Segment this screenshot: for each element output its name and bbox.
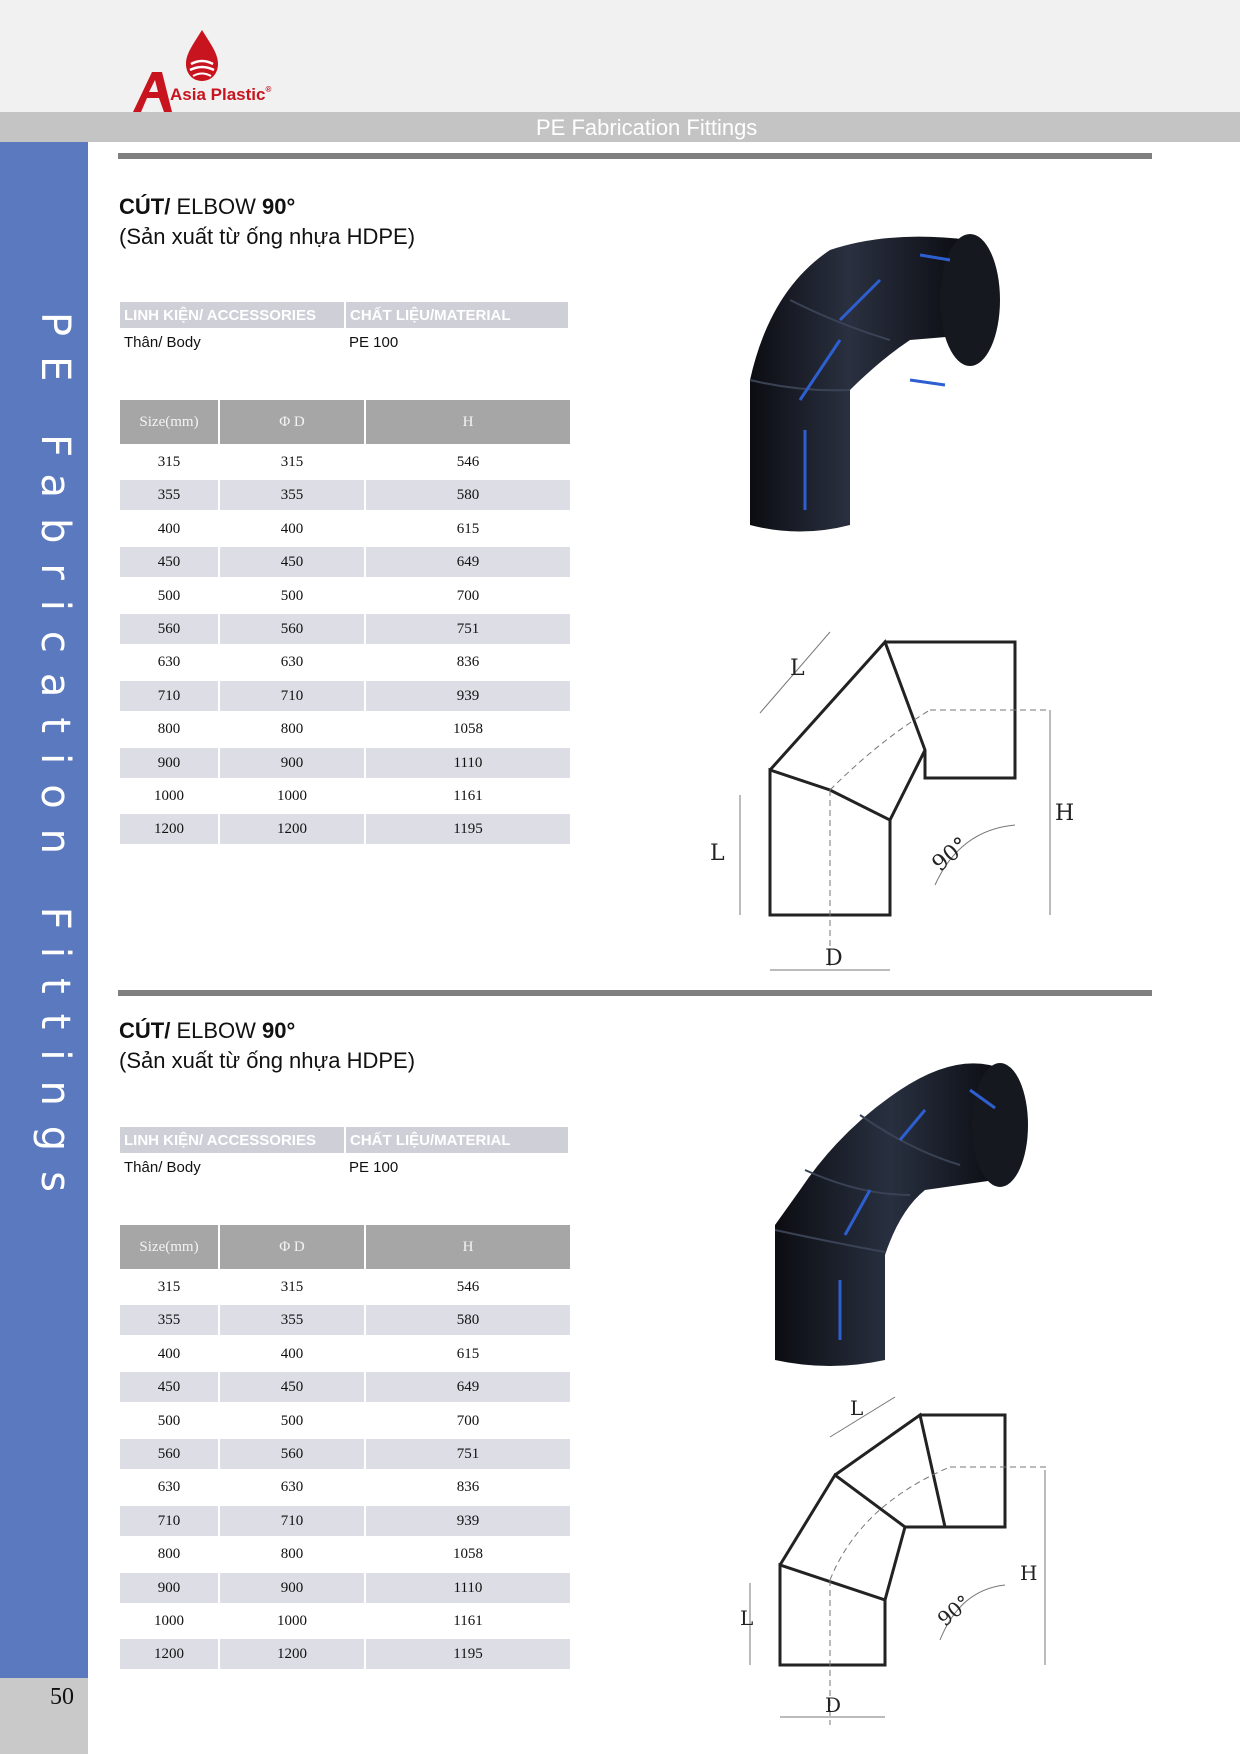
table-cell: 315 [157,454,181,470]
table-header-cell: H [366,1225,570,1269]
accessory-part: Thân/ Body [124,1159,201,1176]
table-row [120,581,570,611]
table-cell: 1000 [277,1613,307,1629]
table-row [120,1539,570,1569]
table-cell: 400 [157,1345,181,1362]
table-cell: 355 [220,480,364,510]
table-cell: 315 [157,1279,181,1295]
table-row [120,681,570,711]
diagram-label-d: D [825,946,843,971]
table-cell: 1195 [366,1639,570,1669]
table-cell: 649 [366,1372,570,1402]
table-cell: 1200 [220,1639,364,1669]
table-cell: 1000 [154,788,184,804]
diagram-label-l: L [740,1606,754,1630]
table-cell: 939 [366,681,570,711]
table-cell: 450 [220,547,364,577]
diagram-label-h: H [1055,801,1075,826]
table-cell: 710 [120,681,218,711]
table-cell: 1110 [366,748,570,778]
diagram-label-l: L [710,841,725,866]
elbow-photo [730,220,1050,550]
table-row [120,1506,570,1536]
table-cell: 630 [157,1479,181,1496]
table-cell: 630 [280,1479,304,1496]
diagram-label-h: H [1020,1561,1038,1585]
diagram-label-angle: 90° [927,832,974,877]
table-row [120,1372,570,1402]
table-cell: 560 [220,614,364,644]
table-cell: 710 [220,681,364,711]
table-row [120,447,570,477]
table-cell: 1161 [453,788,483,804]
elbow-photo [760,1020,1070,1370]
table-cell: 1000 [277,788,307,804]
diagram-label-l-top: L [850,1396,864,1420]
table-cell: 1200 [220,814,364,844]
table-cell: 939 [366,1506,570,1536]
table-row [120,547,570,577]
header-title: PE Fabrication Fittings [536,115,758,140]
table-header-cell: Size(mm) [120,400,218,444]
elbow-diagram [700,1375,1100,1735]
table-cell: 355 [220,1305,364,1335]
table-row [120,1573,570,1603]
table-cell: 751 [366,1439,570,1469]
accessory-material: PE 100 [349,1159,399,1176]
table-cell: 800 [157,1546,181,1563]
table-cell: 580 [366,1305,570,1335]
table-row [120,614,570,644]
brand-name: Asia Plastic® [170,85,272,104]
table-cell: 1058 [453,1546,483,1563]
table-cell: 1200 [120,814,218,844]
section-title: CÚT/ ELBOW 90° [119,194,296,219]
table-cell: 400 [280,520,304,537]
table-cell: 450 [120,1372,218,1402]
table-cell: 630 [157,654,181,671]
table-cell: 836 [456,1479,480,1496]
table-row [120,1472,570,1502]
table-cell: 700 [456,587,480,604]
table-cell: 800 [157,721,181,738]
size-table [120,400,570,844]
diagram-label-l-top: L [790,656,805,681]
table-row [120,814,570,844]
table-cell: 315 [280,454,304,470]
table-row [120,714,570,744]
table-row [120,514,570,544]
table-cell: 500 [280,587,304,604]
size-table [120,1225,570,1669]
table-row [120,1439,570,1469]
accessories-header: LINH KIỆN/ ACCESSORIES [120,302,344,328]
table-cell: 900 [220,748,364,778]
table-cell: 800 [280,1546,304,1563]
accessory-part: Thân/ Body [124,334,201,351]
table-cell: 450 [120,547,218,577]
brand-logo [130,28,320,112]
accessories-header: LINH KIỆN/ ACCESSORIES [120,1127,344,1153]
table-cell: 710 [220,1506,364,1536]
table-cell: 355 [120,480,218,510]
table-cell: 450 [220,1372,364,1402]
table-cell: 1000 [154,1613,184,1629]
table-cell: 580 [366,480,570,510]
elbow-diagram [690,620,1090,980]
table-row [120,781,570,811]
table-cell: 546 [456,1279,480,1295]
section-subtitle: (Sản xuất từ ống nhựa HDPE) [119,224,416,249]
section-title: CÚT/ ELBOW 90° [119,1018,296,1043]
table-row [120,1339,570,1369]
table-cell: 1195 [366,814,570,844]
table-cell: 355 [120,1305,218,1335]
table-row [120,748,570,778]
section-divider [118,153,1152,159]
diagram-label-angle: 90° [932,1589,976,1632]
table-row [120,1305,570,1335]
table-cell: 615 [456,1345,480,1362]
accessory-material: PE 100 [349,334,399,351]
material-header: CHẤT LIỆU/MATERIAL [346,302,568,328]
table-row [120,1272,570,1302]
table-row [120,1639,570,1669]
table-cell: 900 [120,1573,218,1603]
table-cell: 900 [220,1573,364,1603]
table-row [120,1406,570,1436]
table-row [120,480,570,510]
table-cell: 315 [280,1279,304,1295]
table-cell: 800 [280,721,304,738]
table-header-cell: Φ D [220,400,364,444]
sidebar-vertical-title: PE Fabrication Fittings [32,312,78,1213]
table-cell: 900 [120,748,218,778]
table-cell: 500 [157,1412,181,1429]
table-header-cell: H [366,400,570,444]
table-cell: 836 [456,654,480,671]
table-cell: 1161 [453,1613,483,1629]
table-cell: 400 [280,1345,304,1362]
table-cell: 649 [366,547,570,577]
section-subtitle: (Sản xuất từ ống nhựa HDPE) [119,1048,416,1073]
table-cell: 560 [220,1439,364,1469]
table-cell: 1200 [120,1639,218,1669]
section-divider [118,990,1152,996]
table-cell: 500 [280,1412,304,1429]
table-row [120,1606,570,1636]
table-row [120,647,570,677]
page-number-box [0,1678,88,1754]
table-cell: 710 [120,1506,218,1536]
table-header-cell: Φ D [220,1225,364,1269]
table-cell: 560 [120,1439,218,1469]
table-cell: 500 [157,587,181,604]
table-cell: 700 [456,1412,480,1429]
table-cell: 400 [157,520,181,537]
table-cell: 1058 [453,721,483,738]
diagram-label-d: D [825,1693,842,1717]
table-cell: 615 [456,520,480,537]
material-header: CHẤT LIỆU/MATERIAL [346,1127,568,1153]
page-number: 50 [50,1684,74,1710]
table-cell: 560 [120,614,218,644]
table-header-cell: Size(mm) [120,1225,218,1269]
table-cell: 630 [280,654,304,671]
table-cell: 1110 [366,1573,570,1603]
table-cell: 546 [456,454,480,470]
table-cell: 751 [366,614,570,644]
